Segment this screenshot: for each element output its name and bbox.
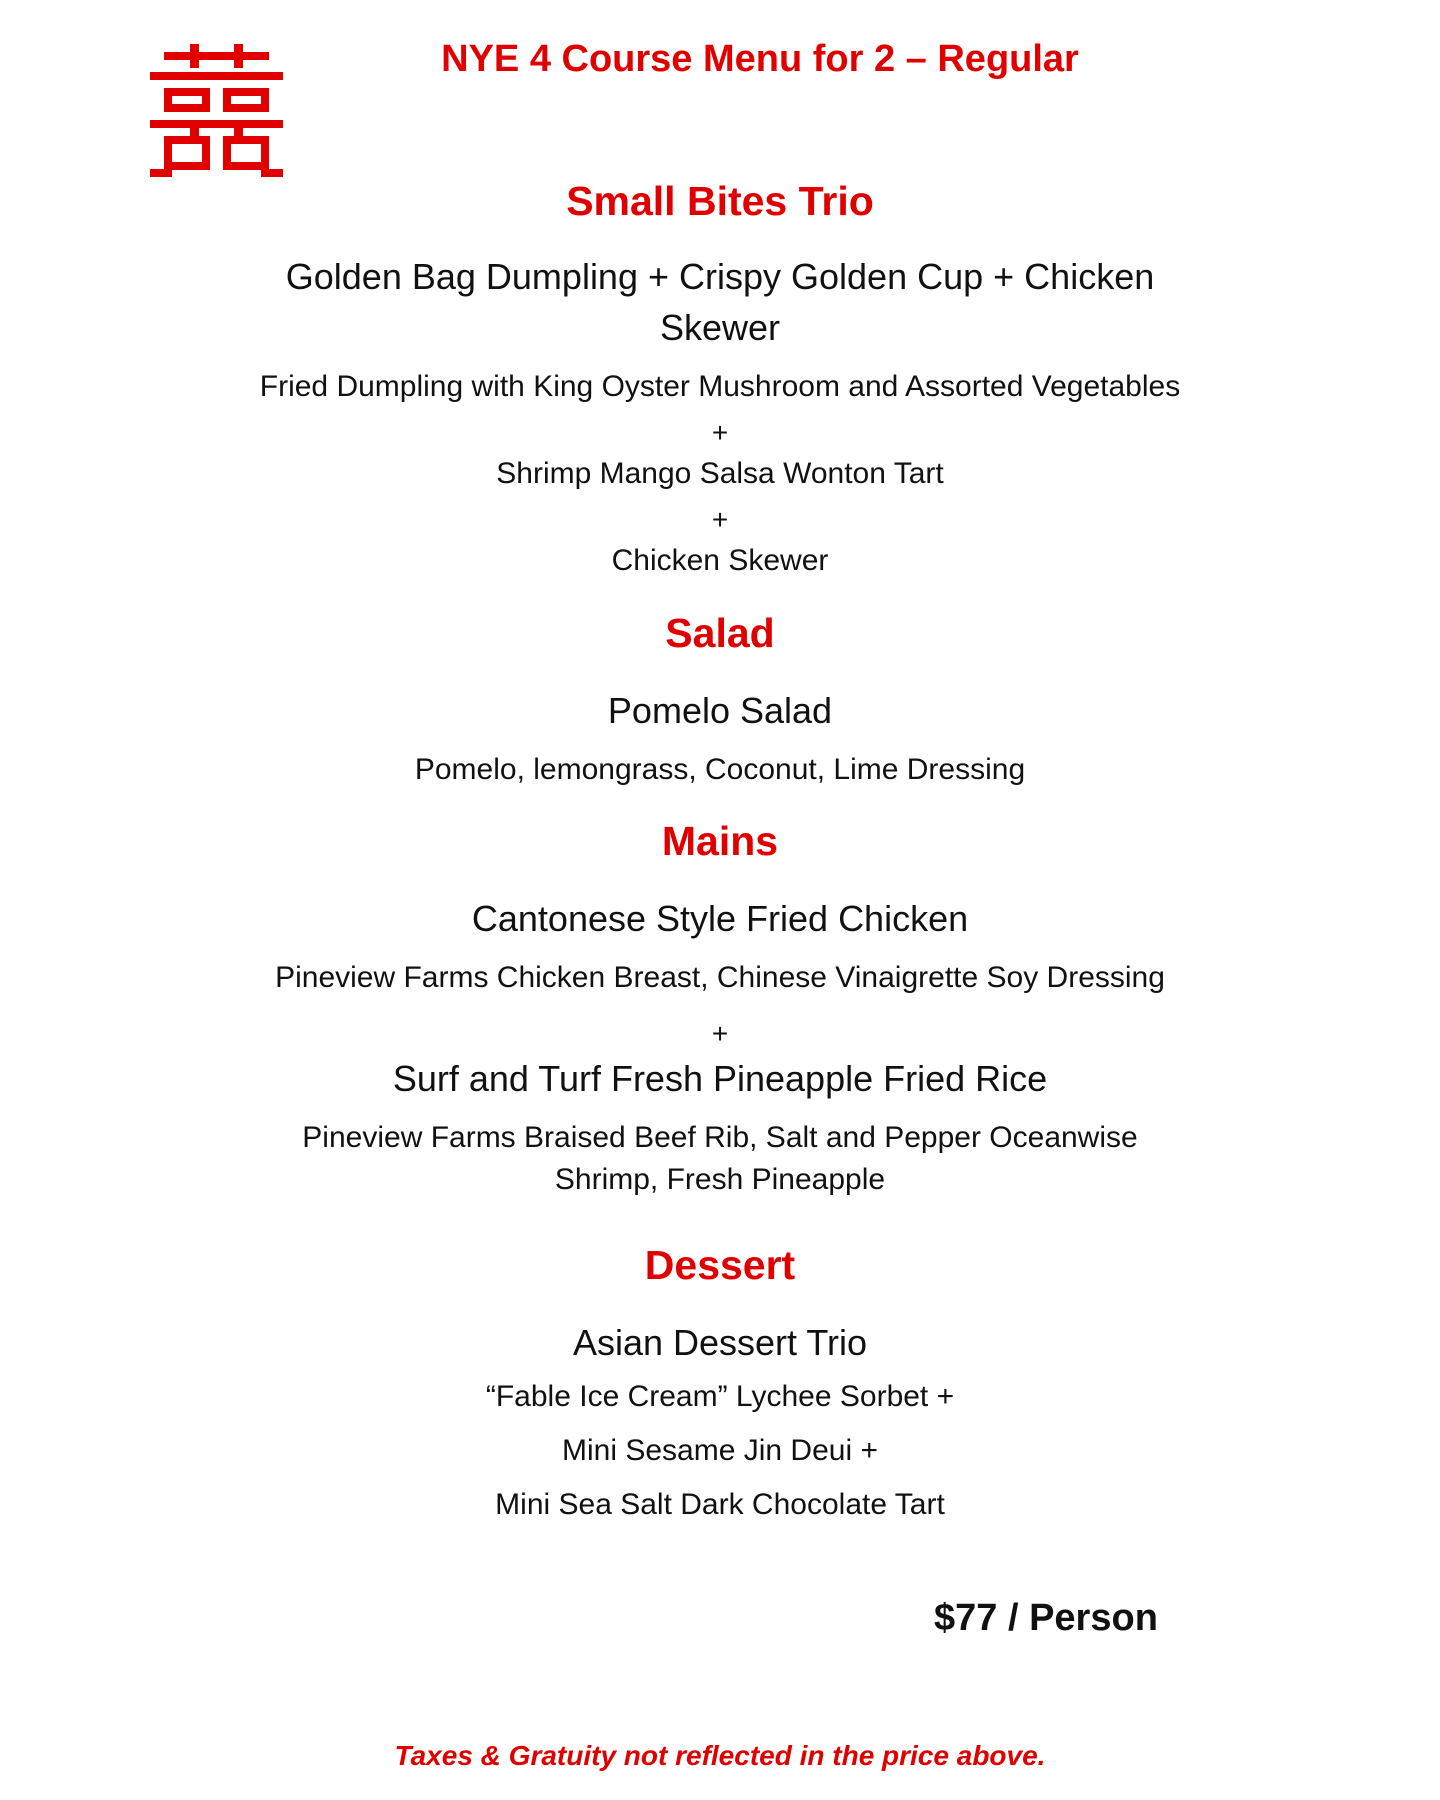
tax-gratuity-note: Taxes & Gratuity not reflected in the price above. [394, 1740, 1046, 1771]
dish-description-pomelo-salad: Pomelo, lemongrass, Coconut, Lime Dressing [414, 753, 1026, 786]
dish-description-fried-rice-line2: Shrimp, Fresh Pineapple [554, 1163, 886, 1196]
dish-title-small-bites-line2: Skewer [659, 307, 781, 348]
menu-title: NYE 4 Course Menu for 2 – Regular [441, 38, 1079, 80]
dish-title-fried-chicken: Cantonese Style Fried Chicken [471, 898, 969, 939]
price-per-person: $77 / Person [934, 1597, 1158, 1639]
dish-title-fried-rice: Surf and Turf Fresh Pineapple Fried Rice [392, 1058, 1048, 1099]
dish-description-fried-rice-line1: Pineview Farms Braised Beef Rib, Salt and Pepper Oceanwise [302, 1121, 1138, 1154]
dish-description-fried-dumpling: Fried Dumpling with King Oyster Mushroom and Assorted Vegetables [259, 370, 1181, 403]
plus-separator: + [711, 1018, 729, 1049]
dish-description-fried-chicken: Pineview Farms Chicken Breast, Chinese Vinaigrette Soy Dressing [275, 961, 1165, 994]
dish-title-pomelo-salad: Pomelo Salad [607, 690, 833, 731]
section-heading-small-bites: Small Bites Trio [566, 178, 874, 224]
dish-description-chicken-skewer: Chicken Skewer [611, 544, 829, 577]
dish-title-small-bites-line1: Golden Bag Dumpling + Crispy Golden Cup + Chicken [285, 256, 1155, 297]
dish-description-chocolate-tart: Mini Sea Salt Dark Chocolate Tart [495, 1488, 945, 1521]
section-heading-salad: Salad [665, 610, 775, 656]
dish-description-lychee-sorbet: “Fable Ice Cream” Lychee Sorbet + [485, 1380, 955, 1413]
section-heading-dessert: Dessert [644, 1242, 796, 1288]
dish-title-dessert-trio: Asian Dessert Trio [572, 1322, 868, 1363]
dish-description-jin-deui: Mini Sesame Jin Deui + [562, 1434, 878, 1467]
section-heading-mains: Mains [661, 818, 779, 864]
dish-description-wonton-tart: Shrimp Mango Salsa Wonton Tart [496, 457, 944, 490]
plus-separator: + [711, 417, 729, 448]
plus-separator: + [711, 504, 729, 535]
